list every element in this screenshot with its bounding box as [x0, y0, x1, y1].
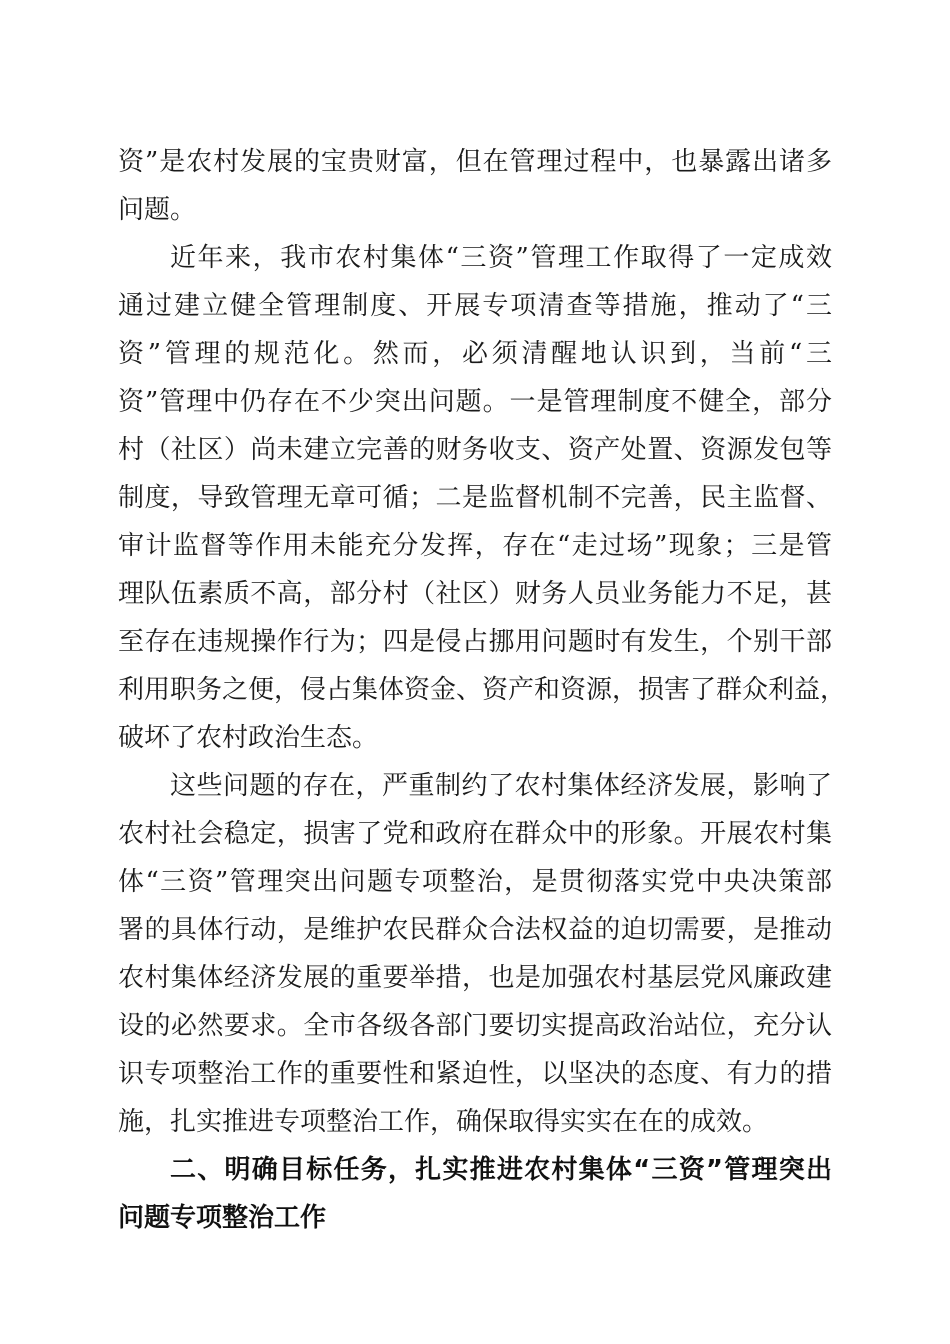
text-line: 施，扎实推进专项整治工作，确保取得实实在在的成效。: [118, 1107, 769, 1137]
text-line: 制度，导致管理无章可循；二是监督机制不完善，民主监督、: [118, 483, 832, 513]
paragraph-start-line: 这些问题的存在，严重制约了农村集体经济发展，影响了: [170, 771, 832, 801]
text-line: 至存在违规操作行为；四是侵占挪用问题时有发生，个别干部: [118, 627, 832, 657]
text-line: 署的具体行动，是维护农民群众合法权益的迫切需要，是推动: [118, 915, 832, 945]
text-line: 体“三资”管理突出问题专项整治，是贯彻落实党中央决策部: [118, 867, 832, 897]
section-heading-continued: 问题专项整治工作: [118, 1203, 327, 1233]
text-line: 农村社会稳定，损害了党和政府在群众中的形象。开展农村集: [118, 819, 832, 849]
text-line: 问题。: [118, 195, 197, 225]
text-line: 通过建立健全管理制度、开展专项清查等措施，推动了“三: [118, 291, 832, 321]
text-line: 资”管理的规范化。然而，必须清醒地认识到，当前“三: [118, 339, 832, 369]
text-line: 设的必然要求。全市各级各部门要切实提高政治站位，充分认: [118, 1011, 832, 1041]
section-heading: 二、明确目标任务，扎实推进农村集体“三资”管理突出: [170, 1155, 832, 1185]
paragraph-start-line: 近年来，我市农村集体“三资”管理工作取得了一定成效: [170, 243, 832, 273]
text-line: 资”管理中仍存在不少突出问题。一是管理制度不健全，部分: [118, 387, 832, 417]
text-line: 理队伍素质不高，部分村（社区）财务人员业务能力不足，甚: [118, 579, 832, 609]
text-line: 破坏了农村政治生态。: [118, 723, 379, 753]
text-line: 识专项整治工作的重要性和紧迫性，以坚决的态度、有力的措: [118, 1059, 832, 1089]
text-line: 审计监督等作用未能充分发挥，存在“走过场”现象；三是管: [118, 531, 832, 561]
text-line: 农村集体经济发展的重要举措，也是加强农村基层党风廉政建: [118, 963, 832, 993]
text-line: 村（社区）尚未建立完善的财务收支、资产处置、资源发包等: [118, 435, 832, 465]
text-line: 资”是农村发展的宝贵财富，但在管理过程中，也暴露出诸多: [118, 147, 832, 177]
text-line: 利用职务之便，侵占集体资金、资产和资源，损害了群众利益，: [118, 675, 847, 705]
